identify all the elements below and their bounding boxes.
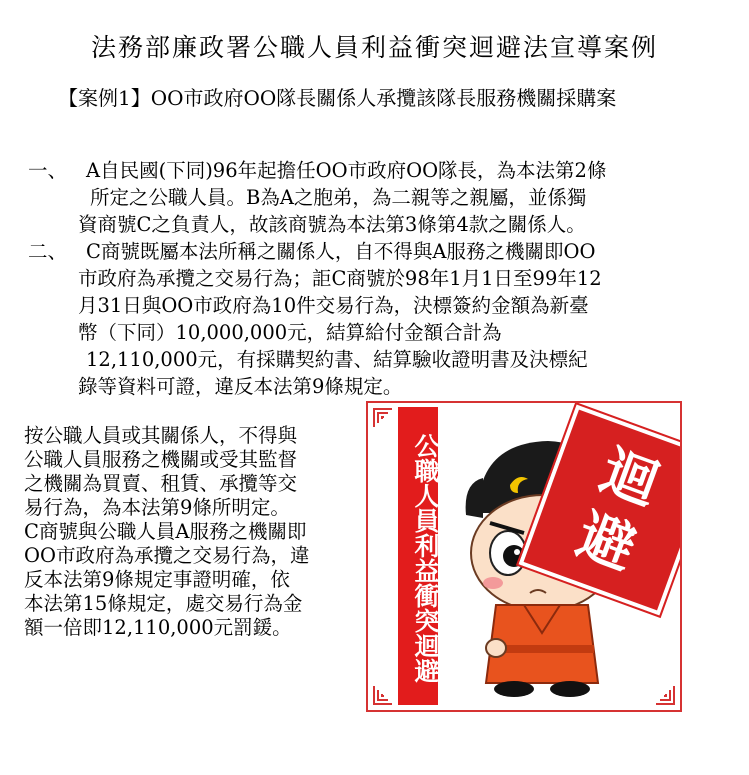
item-marker-1: 一、 xyxy=(28,159,68,182)
corner-ornament-icon xyxy=(654,684,676,706)
item-1-line-3: 資商號C之負責人，故該商號為本法第3條第4款之關係人。 xyxy=(78,213,586,236)
summary-line: 按公職人員或其關係人，不得與 xyxy=(24,424,298,447)
item-marker-2: 二、 xyxy=(28,240,68,263)
summary-line: 額一倍即12,110,000元罰鍰。 xyxy=(24,616,292,639)
summary-line: 公職人員服務之機關或受其監督 xyxy=(24,448,298,471)
summary-line: OO市政府為承攬之交易行為，違 xyxy=(24,544,310,567)
item-2-line-2: 市政府為承攬之交易行為；詎C商號於98年1月1日至99年12 xyxy=(78,267,602,290)
corner-ornament-icon xyxy=(372,407,394,429)
illustration-panel xyxy=(366,401,682,712)
item-2-line-4: 幣（下同）10,000,000元，結算給付金額合計為 xyxy=(78,321,502,344)
item-1-line-2: 所定之公職人員。B為A之胞弟，為二親等之親屬，並係獨 xyxy=(90,186,587,209)
item-2-line-5: 12,110,000元，有採購契約書、結算驗收證明書及決標紀 xyxy=(86,348,588,371)
item-1-line-1: A自民國(下同)96年起擔任OO市政府OO隊長，為本法第2條 xyxy=(86,159,607,182)
sign-character-1: 迴 xyxy=(592,438,667,519)
summary-line: 反本法第9條規定事證明確，依 xyxy=(24,568,290,591)
item-2-line-3: 月31日與OO市政府為10件交易行為，決標簽約金額為新臺 xyxy=(78,294,589,317)
case-title: 【案例1】OO市政府OO隊長關係人承攬該隊長服務機關採購案 xyxy=(58,86,617,110)
item-2-line-6: 錄等資料可證，違反本法第9條規定。 xyxy=(78,375,403,398)
summary-line: 本法第15條規定，處交易行為金 xyxy=(24,592,303,615)
summary-line: C商號與公職人員A服務之機關即 xyxy=(24,520,307,543)
summary-paragraph xyxy=(24,424,364,640)
item-2-line-1: C商號既屬本法所稱之關係人，自不得與A服務之機關即OO xyxy=(86,240,596,263)
summary-line: 易行為，為本法第9條所明定。 xyxy=(24,496,290,519)
corner-ornament-icon xyxy=(372,684,394,706)
vertical-banner: 公職人員利益衝突迴避 xyxy=(398,407,438,705)
summary-line: 之機關為買賣、租賃、承攬等交 xyxy=(24,472,298,495)
sign-character-2: 避 xyxy=(568,502,644,583)
page-title: 法務部廉政署公職人員利益衝突迴避法宣導案例 xyxy=(90,33,658,62)
